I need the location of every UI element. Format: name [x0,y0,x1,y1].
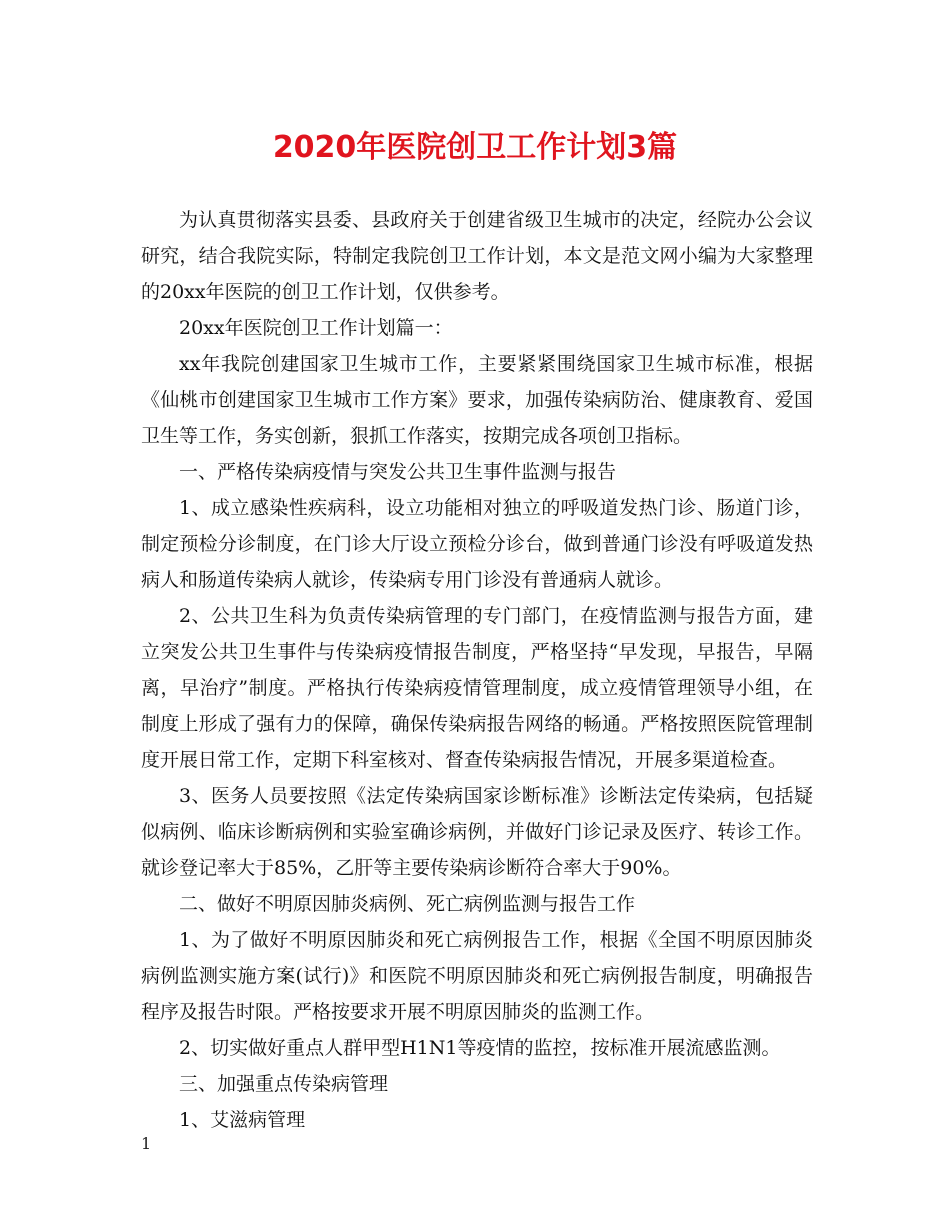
paragraph-intro: 为认真贯彻落实县委、县政府关于创建省级卫生城市的决定，经院办公会议研究，结合我院实际，特制定我院创卫工作计划，本文是范文网小编为大家整理的20xx年医院的创卫工作计划，仅供参考。 [141,209,813,303]
document-title: 2020年医院创卫工作计划3篇 [272,130,678,165]
paragraph-1-3: 3、医务人员要按照《法定传染病国家诊断标准》诊断法定传染病，包括疑似病例、临床诊断病例和实验室确诊病例，并做好门诊记录及医疗、转诊工作。就诊登记率大于85%，乙肝等主要传染病诊断符合率大于90%。 [141,785,813,879]
document-body [141,202,813,1138]
section-heading-2: 二、做好不明原因肺炎病例、死亡病例监测与报告工作 [179,893,636,915]
section-heading-1: 一、严格传染病疫情与突发公共卫生事件监测与报告 [179,461,617,483]
section-heading-3: 三、加强重点传染病管理 [179,1073,389,1095]
paragraph-subtitle: 20xx年医院创卫工作计划篇一： [179,317,453,339]
paragraph-3-1: 1、艾滋病管理 [179,1109,306,1131]
paragraph-overview: xx年我院创建国家卫生城市工作，主要紧紧围绕国家卫生城市标准，根据《仙桃市创建国家卫生城市工作方案》要求，加强传染病防治、健康教育、爱国卫生等工作，务实创新，狠抓工作落实，按期完成各项创卫指标。 [141,353,813,447]
page-number: 1 [141,1134,152,1153]
paragraph-1-2: 2、公共卫生科为负责传染病管理的专门部门，在疫情监测与报告方面，建立突发公共卫生事件与传染病疫情报告制度，严格坚持“早发现，早报告，早隔离，早治疗”制度。严格执行传染病疫情管理制度，成立疫情管理领导小组，在制度上形成了强有力的保障，确保传染病报告网络的畅通。严格按照医院管理制度开展日常工作，定期下科室核对、督查传染病报告情况，开展多渠道检查。 [141,605,813,771]
paragraph-2-1: 1、为了做好不明原因肺炎和死亡病例报告工作，根据《全国不明原因肺炎病例监测实施方案(试行)》和医院不明原因肺炎和死亡病例报告制度，明确报告程序及报告时限。严格按要求开展不明原因肺炎的监测工作。 [141,929,813,1023]
paragraph-2-2: 2、切实做好重点人群甲型H1N1等疫情的监控，按标准开展流感监测。 [179,1037,781,1059]
paragraph-1-1: 1、成立感染性疾病科，设立功能相对独立的呼吸道发热门诊、肠道门诊，制定预检分诊制度，在门诊大厅设立预检分诊台，做到普通门诊没有呼吸道发热病人和肠道传染病人就诊，传染病专用门诊没有普通病人就诊。 [141,497,813,591]
